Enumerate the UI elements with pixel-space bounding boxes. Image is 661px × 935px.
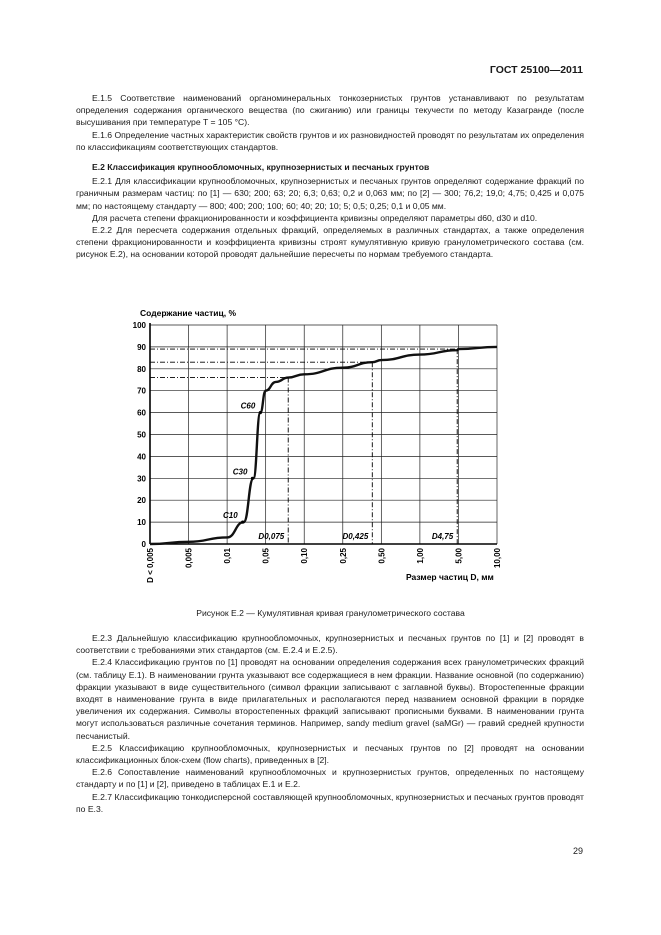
y-tick-label: 60 — [137, 408, 146, 418]
x-tick-label: 0,005 — [184, 548, 194, 569]
x-tick-label: 0,01 — [223, 548, 233, 564]
y-tick-label: 90 — [137, 342, 146, 352]
marker-point — [259, 411, 262, 414]
paragraph: Для расчета степени фракционированности и коэффициента кривизны определяют параметры d60, d30 и d10. — [92, 212, 538, 223]
x-tick-label: 0,10 — [300, 548, 310, 564]
paragraph: Е.2.4 Классификацию грунтов по [1] проводят на основании определения содержания всех гранулометрических фракций (см. таблицу Е.1). В наименовании грунта указывают все содержащиеся в нем фракции. Название основной (по содержанию) фракции указывают в виде существительного (символ фракции записывают с заглавной буквы). Второстепенные фракции входят в наименование грунта в виде прилагательных и располагаются перед названием основной фракции в порядке увеличения их содержания. Символы второстепенных фракций записывают прописными буквами. В наименовании грунта могут использоваться различные сочетания терминов. Например, sandy medium gravel (saMGr) — гравий средней крупности песчанистый. — [76, 657, 584, 741]
y-axis-label: Содержание частиц, % — [140, 308, 237, 318]
document-code: ГОСТ 25100—2011 — [489, 64, 583, 76]
y-tick-label: 80 — [137, 364, 146, 374]
x-tick-label: D < 0,005 — [146, 548, 155, 583]
paragraph: Е.2.7 Классификацию тонкодисперсной составляющей крупнообломочных, крупнозернистых и песчаных грунтов проводят по Е.3. — [76, 791, 584, 814]
paragraph: Е.2.6 Сопоставление наименований крупнообломочных и крупнозернистых грунтов, определенных по настоящему стандарту и по [1] и [2], приведено в таблицах Е.1 и Е.2. — [76, 767, 584, 790]
y-tick-label: 30 — [137, 474, 146, 484]
text-block-bottom — [76, 632, 584, 815]
x-tick-label: 1,00 — [415, 548, 425, 564]
paragraph: Е.2.5 Классификацию крупнообломочных, крупнозернистых и песчаных грунтов по [2] проводят на основании классификационных блок-схем (flow charts), приведенных в [2]. — [76, 742, 584, 766]
marker-label: C30 — [232, 467, 248, 477]
paragraph: Е.2.2 Для пересчета содержания отдельных фракций, определяемых в различных стандартах, а также определения степени фракционированности и коэффициента кривизны строят кумулятивную кривую гранулометрического состава (см. рисунок Е.2), на основании которой проводят дальнейшие пересчеты по нормам требуемого стандарта. — [76, 225, 584, 260]
x-axis-label: Размер частиц D, мм — [406, 572, 494, 582]
marker-label: C10 — [223, 511, 238, 521]
paragraph: Е.1.6 Определение частных характеристик свойств грунтов и их разновидностей проводят по результатам их определения по классификациям соответствующих стандартов. — [76, 129, 584, 152]
marker-point — [251, 477, 254, 480]
y-tick-label: 40 — [137, 452, 146, 462]
section-heading: Е.2 Классификация крупнообломочных, крупнозернистых и песчаных грунтов — [92, 162, 430, 173]
cumulative-curve — [150, 347, 497, 544]
paragraph: Е.2.3 Дальнейшую классификацию крупнообломочных, крупнозернистых и песчаных грунтов по [1] и [2] проводят в соответствии с требованиями этих стандартов (см. Е.2.4 и Е.2.5). — [76, 633, 584, 656]
reference-label: D0,425 — [342, 532, 369, 541]
paragraph: Е.2.1 Для классификации крупнообломочных, крупнозернистых и песчаных грунтов определяют содержание фракций по граничным размерам частиц: по [1] — 630; 200; 63; 20; 6,3; 0,63; 0,2 и 0,063 мм; по [2] — 300; 76,2; 19,0; 4,75; 0,425 и 0,075 мм; по настоящему стандарту — 800; 400; 200; 100; 60; 40; 20; 10; 5; 0,5; 0,25; 0,1 и 0,05 мм. — [76, 176, 584, 211]
y-tick-label: 100 — [132, 321, 146, 330]
figure-caption: Рисунок Е.2 — Кумулятивная кривая гранулометрического состава — [196, 608, 465, 618]
y-tick-label: 10 — [137, 518, 146, 528]
x-tick-label: 0,05 — [261, 548, 271, 564]
y-tick-label: 50 — [137, 430, 146, 440]
paragraph: Е.1.5 Соответствие наименований органоминеральных тонкозернистых грунтов устанавливают по результатам определения содержания органического вещества (по сжиганию) или границы текучести по методу Казагранде (после высушивания при температуре T = 105 °C). — [76, 93, 584, 128]
page-number: 29 — [572, 846, 583, 856]
y-tick-label: 20 — [137, 496, 146, 506]
marker-label: C60 — [240, 401, 256, 411]
marker-point — [241, 521, 244, 524]
y-tick-label: 70 — [137, 386, 146, 396]
x-tick-label: 10,00 — [493, 548, 502, 569]
y-tick-label: 0 — [141, 540, 146, 549]
reference-label: D0,075 — [258, 532, 285, 541]
x-tick-label: 0,25 — [338, 548, 348, 564]
x-tick-label: 0,50 — [377, 548, 387, 564]
reference-label: D4,75 — [431, 532, 454, 541]
x-tick-label: 5,00 — [454, 548, 464, 564]
